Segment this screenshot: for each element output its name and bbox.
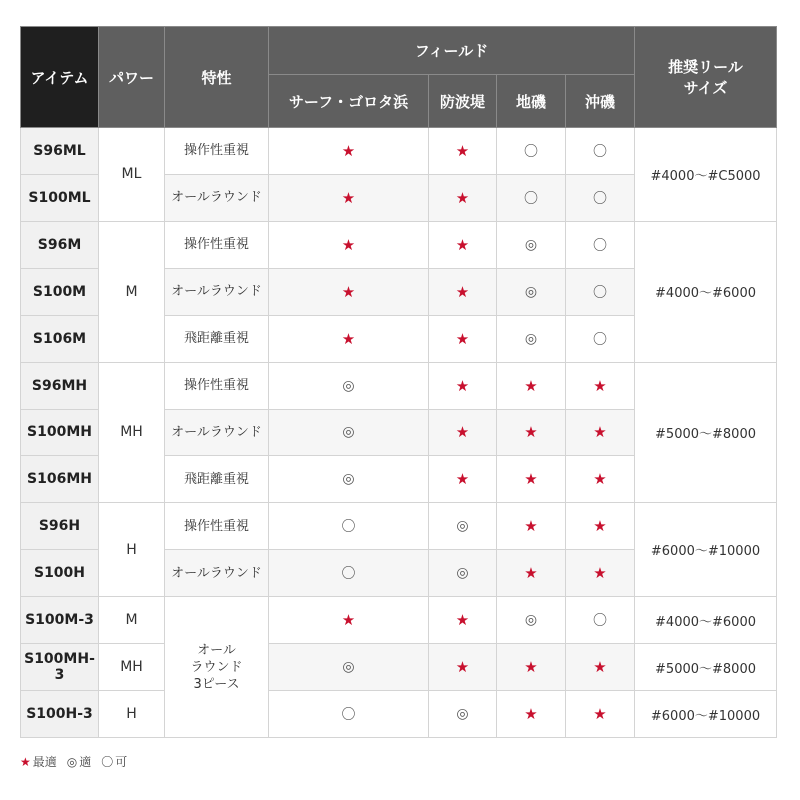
rating-offshore-rocks: 〇 [566, 597, 635, 644]
rating-breakwater: ★ [429, 221, 497, 268]
legend-suitable [67, 753, 92, 770]
circle-icon: 〇 [101, 755, 114, 769]
reel-size-cell: #5000〜#8000 [635, 644, 777, 691]
rating-offshore-rocks: ★ [566, 362, 635, 409]
power-cell: MH [99, 644, 165, 691]
star-icon: ★ [20, 754, 31, 769]
feature-cell: 操作性重視 [165, 503, 269, 550]
rating-offshore-rocks: 〇 [566, 268, 635, 315]
item-name: S106M [21, 315, 99, 362]
power-cell: MH [99, 362, 165, 503]
reel-size-cell: #6000〜#10000 [635, 691, 777, 738]
feature-3piece-line3: 3ピース [193, 676, 240, 692]
rating-surf: ◎ [269, 362, 429, 409]
rating-surf: 〇 [269, 550, 429, 597]
item-name: S96ML [21, 128, 99, 175]
legend-suitable-label: 適 [79, 755, 92, 769]
header-reel-line1: 推奨リール [668, 58, 743, 76]
rating-shore-rocks: ★ [497, 456, 566, 503]
table-row [21, 597, 777, 644]
rating-breakwater: ★ [429, 174, 497, 221]
feature-cell: オールラウンド [165, 550, 269, 597]
rating-breakwater: ◎ [429, 691, 497, 738]
item-name: S100MH-3 [21, 644, 99, 691]
rating-breakwater: ★ [429, 409, 497, 456]
item-name: S106MH [21, 456, 99, 503]
rating-shore-rocks: ★ [497, 503, 566, 550]
table-row [21, 221, 777, 268]
header-reel-size [635, 27, 777, 128]
spec-table [20, 26, 777, 738]
item-name: S96H [21, 503, 99, 550]
item-name: S100MH [21, 409, 99, 456]
header-field: フィールド [269, 27, 635, 75]
rating-breakwater: ★ [429, 456, 497, 503]
header-item: アイテム [21, 27, 99, 128]
rating-breakwater: ★ [429, 597, 497, 644]
table-row [21, 362, 777, 409]
rating-surf: ★ [269, 315, 429, 362]
reel-size-cell: #4000〜#6000 [635, 597, 777, 644]
rating-shore-rocks: ★ [497, 409, 566, 456]
table-row [21, 128, 777, 175]
header-field-shore-rocks: 地磯 [497, 75, 566, 128]
rating-offshore-rocks: ★ [566, 409, 635, 456]
rating-surf: 〇 [269, 503, 429, 550]
reel-size-cell: #4000〜#6000 [635, 221, 777, 362]
rating-shore-rocks: ◎ [497, 221, 566, 268]
header-field-breakwater: 防波堤 [429, 75, 497, 128]
legend [20, 753, 127, 770]
item-name: S96M [21, 221, 99, 268]
rating-offshore-rocks: ★ [566, 644, 635, 691]
rating-surf: ★ [269, 221, 429, 268]
reel-size-cell: #5000〜#8000 [635, 362, 777, 503]
legend-best-label: 最適 [32, 755, 57, 769]
legend-best [20, 753, 57, 770]
rating-shore-rocks: ★ [497, 691, 566, 738]
rating-shore-rocks: ◎ [497, 597, 566, 644]
header-power: パワー [99, 27, 165, 128]
rating-shore-rocks: ★ [497, 644, 566, 691]
table-row [21, 644, 777, 691]
item-name: S100ML [21, 174, 99, 221]
reel-size-cell: #6000〜#10000 [635, 503, 777, 597]
feature-cell: オールラウンド [165, 409, 269, 456]
item-name: S100H [21, 550, 99, 597]
rating-shore-rocks: ◎ [497, 315, 566, 362]
rating-surf: ★ [269, 128, 429, 175]
rating-offshore-rocks: 〇 [566, 315, 635, 362]
power-cell: M [99, 597, 165, 644]
rating-surf: ◎ [269, 644, 429, 691]
item-name: S100M [21, 268, 99, 315]
feature-cell: 操作性重視 [165, 362, 269, 409]
rating-offshore-rocks: ★ [566, 550, 635, 597]
rating-offshore-rocks: 〇 [566, 128, 635, 175]
rating-shore-rocks: ◎ [497, 268, 566, 315]
rating-breakwater: ★ [429, 362, 497, 409]
rating-shore-rocks: 〇 [497, 128, 566, 175]
rating-surf: 〇 [269, 691, 429, 738]
rating-breakwater: ★ [429, 128, 497, 175]
rating-offshore-rocks: 〇 [566, 174, 635, 221]
rating-breakwater: ★ [429, 268, 497, 315]
double-circle-icon: ◎ [66, 754, 78, 769]
header-field-offshore-rocks: 沖磯 [566, 75, 635, 128]
rating-surf: ★ [269, 597, 429, 644]
rating-shore-rocks: 〇 [497, 174, 566, 221]
rating-surf: ★ [269, 268, 429, 315]
rating-surf: ◎ [269, 456, 429, 503]
legend-possible [101, 753, 127, 770]
rating-offshore-rocks: 〇 [566, 221, 635, 268]
rating-offshore-rocks: ★ [566, 503, 635, 550]
table-row [21, 503, 777, 550]
rating-offshore-rocks: ★ [566, 691, 635, 738]
feature-cell: オールラウンド [165, 174, 269, 221]
reel-size-cell: #4000〜#C5000 [635, 128, 777, 222]
power-cell: H [99, 691, 165, 738]
rating-offshore-rocks: ★ [566, 456, 635, 503]
rating-shore-rocks: ★ [497, 362, 566, 409]
header-field-surf: サーフ・ゴロタ浜 [269, 75, 429, 128]
rating-breakwater: ◎ [429, 503, 497, 550]
rating-breakwater: ★ [429, 644, 497, 691]
rating-breakwater: ★ [429, 315, 497, 362]
header-reel-line2: サイズ [683, 79, 728, 97]
feature-cell-3piece [165, 597, 269, 738]
feature-cell: 操作性重視 [165, 128, 269, 175]
feature-cell: 操作性重視 [165, 221, 269, 268]
power-cell: ML [99, 128, 165, 222]
item-name: S96MH [21, 362, 99, 409]
feature-3piece-line1: オール [197, 642, 236, 658]
legend-possible-label: 可 [115, 755, 128, 769]
item-name: S100H-3 [21, 691, 99, 738]
header-feature: 特性 [165, 27, 269, 128]
table-row [21, 691, 777, 738]
feature-cell: 飛距離重視 [165, 456, 269, 503]
feature-cell: オールラウンド [165, 268, 269, 315]
feature-3piece-line2: ラウンド [190, 659, 243, 675]
rating-breakwater: ◎ [429, 550, 497, 597]
power-cell: M [99, 221, 165, 362]
item-name: S100M-3 [21, 597, 99, 644]
rating-shore-rocks: ★ [497, 550, 566, 597]
rating-surf: ★ [269, 174, 429, 221]
power-cell: H [99, 503, 165, 597]
feature-cell: 飛距離重視 [165, 315, 269, 362]
rating-surf: ◎ [269, 409, 429, 456]
